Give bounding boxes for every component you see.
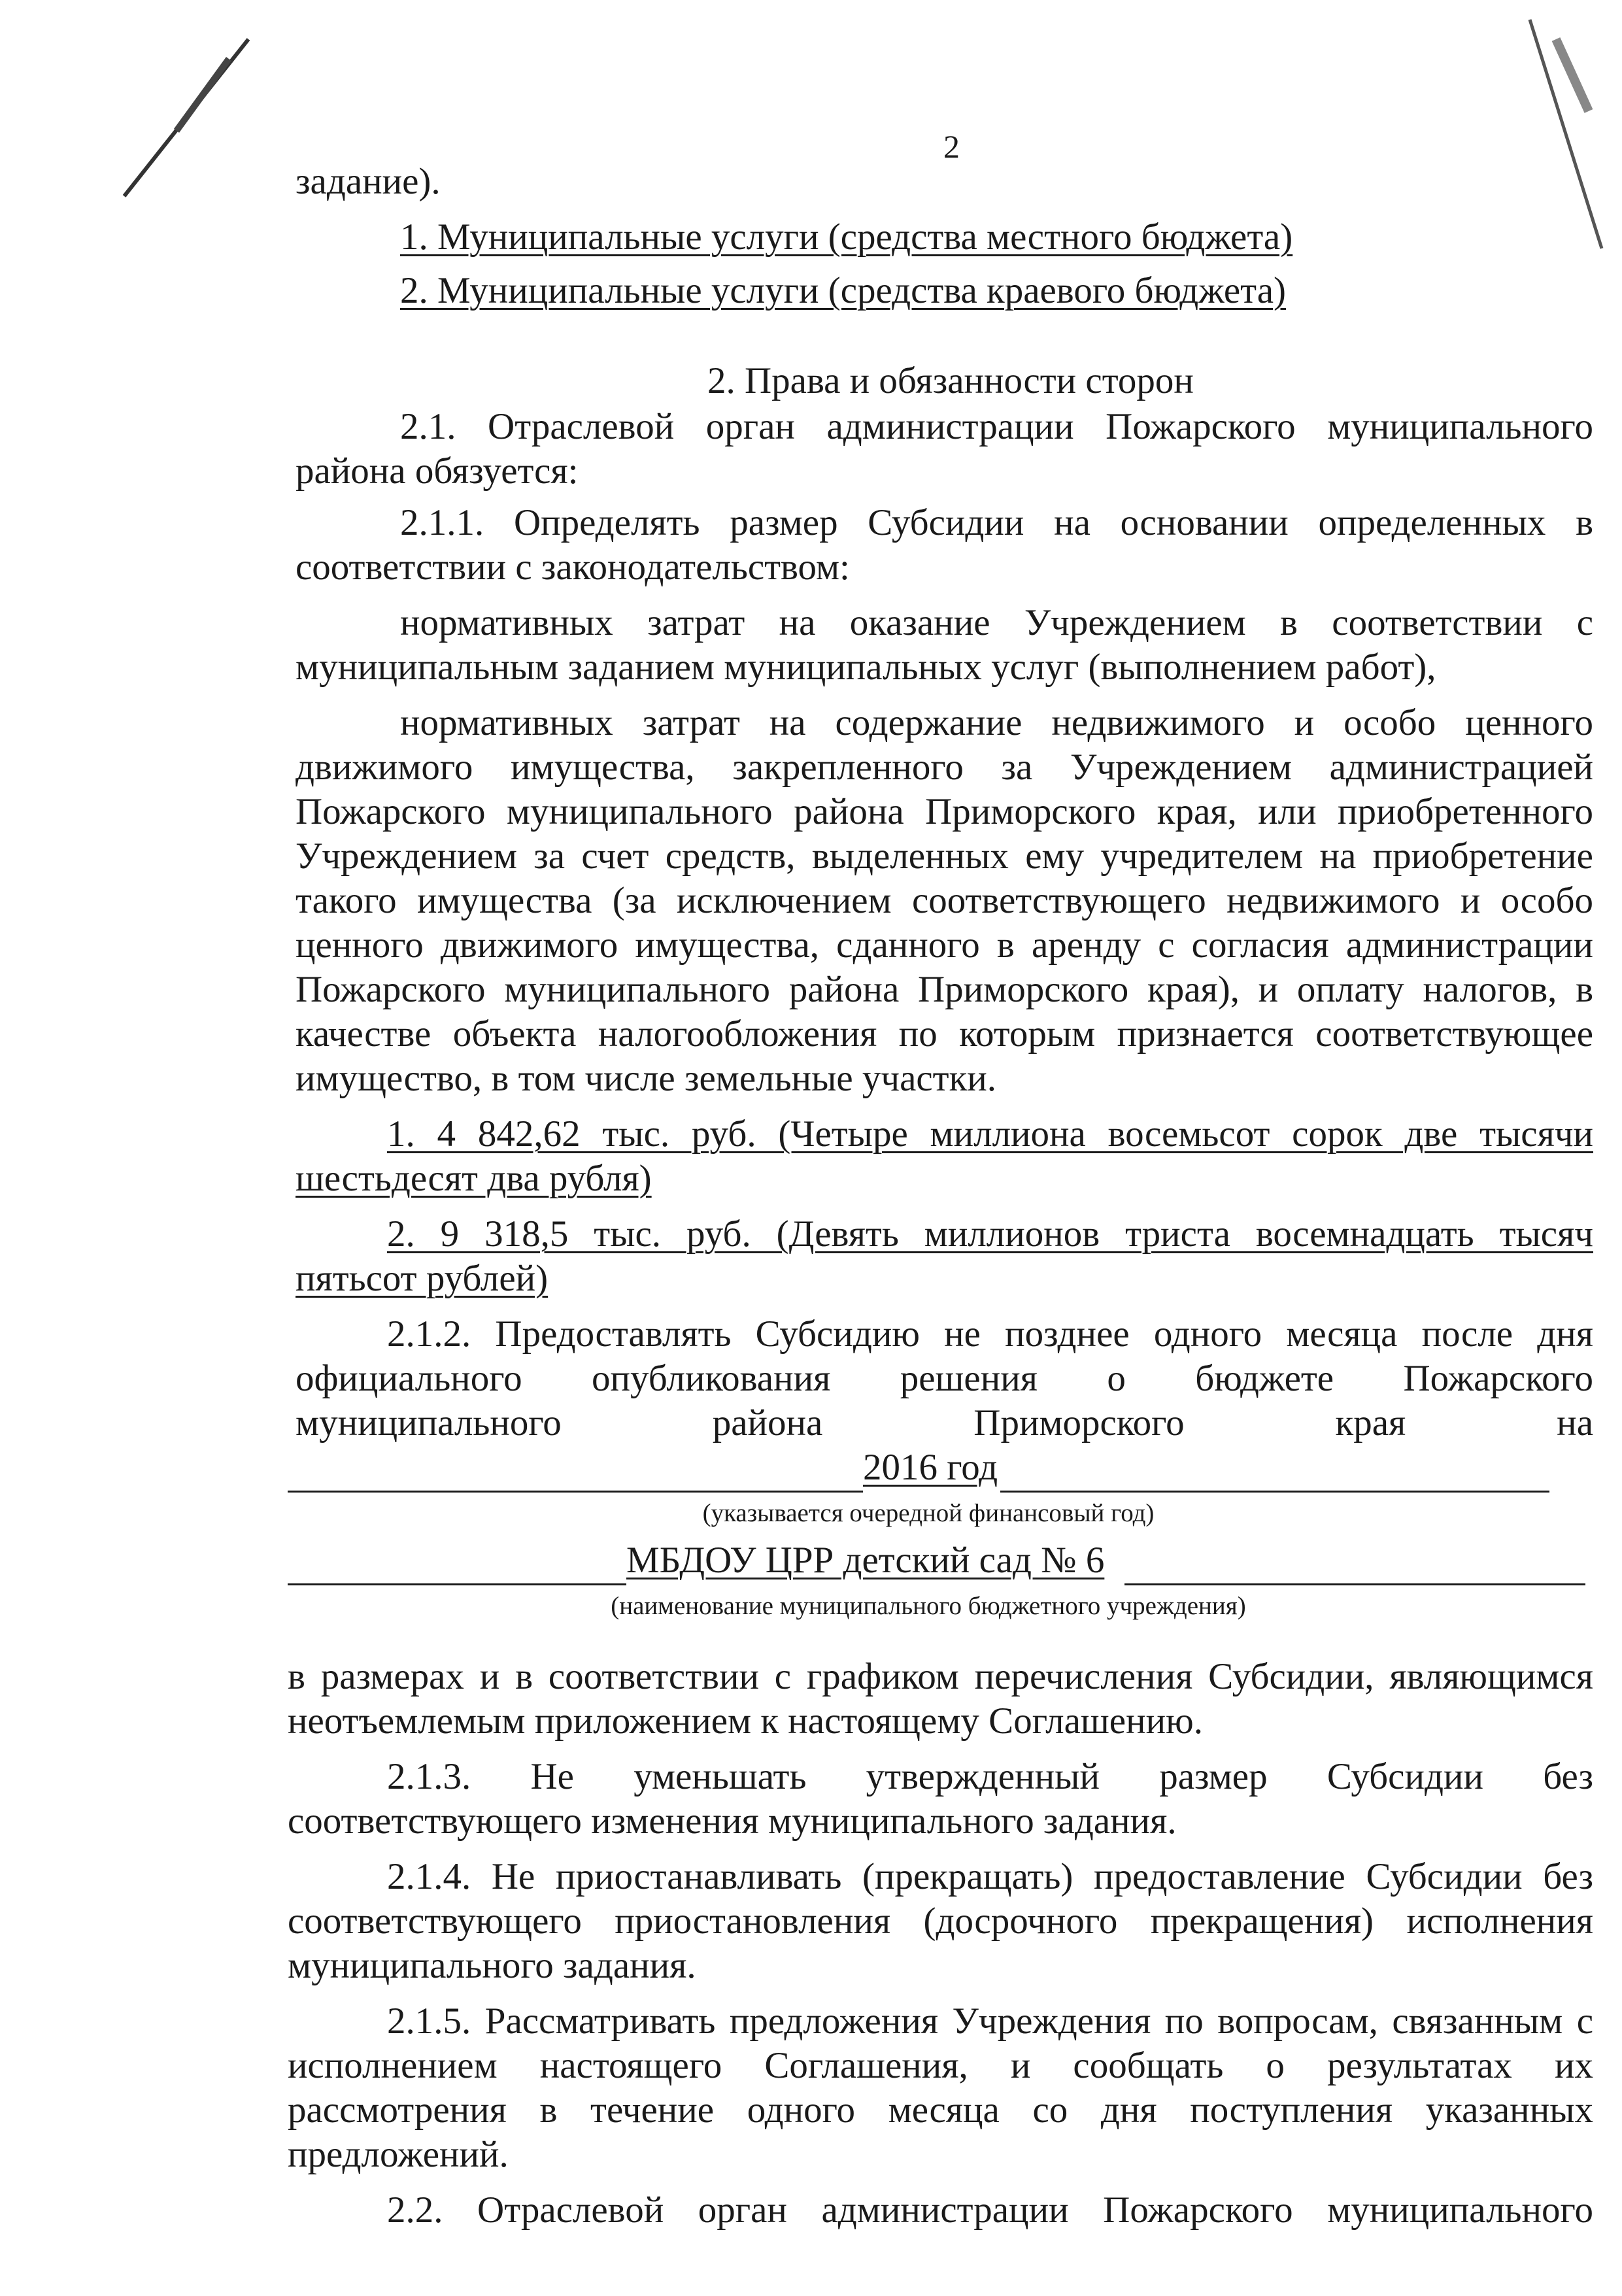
institution-underline-left — [288, 1538, 626, 1585]
scan-edge-mark-right — [1517, 13, 1615, 262]
local-budget-services: 1. Муниципальные услуги (средства местного бюджета) — [400, 216, 1293, 258]
text-line: движимого имущества, закрепленного за Учреждением администрацией — [296, 747, 1593, 788]
text-line: предложений. — [288, 2134, 509, 2175]
text-line: в размерах и в соответствии с графиком перечисления Субсидии, являющимся — [288, 1656, 1593, 1697]
text-line: рассмотрения в течение одного месяца со дня поступления указанных — [288, 2089, 1593, 2131]
text-line: качестве объекта налогообложения по которым признается соответствующее — [296, 1013, 1593, 1055]
subsidy-amount-1: 1. 4 842,62 тыс. руб. (Четыре миллиона восемьсот сорок две тысячи — [387, 1113, 1593, 1155]
text-line: задание). — [296, 161, 441, 202]
year-underline-left — [288, 1445, 863, 1493]
institution-name: МБДОУ ЦРР детский сад № 6 — [626, 1540, 1105, 1581]
text-line: 2.1.5. Рассматривать предложения Учреждения по вопросам, связанным с — [387, 2001, 1593, 2042]
text-line: имущество, в том числе земельные участки. — [296, 1058, 997, 1099]
year-underline-right — [1000, 1445, 1549, 1493]
text-line: 2.1. Отраслевой орган администрации Пожарского муниципального — [400, 406, 1593, 447]
text-line: Учреждением за счет средств, выделенных ему учредителем на приобретение — [296, 836, 1593, 877]
text-line: ценного движимого имущества, сданного в аренду с согласия администрации — [296, 924, 1593, 966]
text-line: 2.2. Отраслевой орган администрации Пожарского муниципального — [387, 2189, 1593, 2231]
page-number: 2 — [943, 128, 960, 165]
scan-edge-mark-left — [98, 33, 281, 203]
text-line: района обязуется: — [296, 450, 579, 492]
text-line: 2.1.1. Определять размер Субсидии на основании определенных в — [400, 502, 1593, 543]
text-line: Пожарского муниципального района Приморского края), и оплату налогов, в — [296, 969, 1593, 1010]
text-line: 2.1.2. Предоставлять Субсидию не позднее одного месяца после дня — [387, 1313, 1593, 1355]
text-line: 2.1.4. Не приостанавливать (прекращать) предоставление Субсидии без — [387, 1856, 1593, 1897]
institution-caption: (наименование муниципального бюджетного учреждения) — [611, 1592, 1246, 1620]
text-line: официального опубликования решения о бюджете Пожарского — [296, 1358, 1593, 1399]
text-line: 2.1.3. Не уменьшать утвержденный размер Субсидии без — [387, 1756, 1593, 1797]
text-line: соответствующего приостановления (досрочного прекращения) исполнения — [288, 1900, 1593, 1942]
text-line: такого имущества (за исключением соответствующего недвижимого и особо — [296, 880, 1593, 921]
subsidy-amount-2-cont: пятьсот рублей) — [296, 1258, 549, 1299]
text-line: муниципального задания. — [288, 1945, 696, 1986]
fiscal-year-caption: (указывается очередной финансовый год) — [702, 1499, 1155, 1527]
section-heading: 2. Права и обязанности сторон — [707, 360, 1194, 401]
text-line: соответствующего изменения муниципального задания. — [288, 1800, 1177, 1842]
text-line: неотъемлемым приложением к настоящему Соглашению. — [288, 1700, 1203, 1742]
text-line: Пожарского муниципального района Приморского края, или приобретенного — [296, 791, 1593, 832]
text-line: нормативных затрат на содержание недвижимого и особо ценного — [400, 702, 1593, 743]
institution-underline-right — [1124, 1538, 1585, 1585]
text-line: соответствии с законодательством: — [296, 547, 850, 588]
text-line: нормативных затрат на оказание Учреждением в соответствии с — [400, 602, 1593, 643]
text-line: муниципального района Приморского края на — [296, 1402, 1593, 1443]
fiscal-year: 2016 год — [863, 1447, 998, 1488]
text-line: исполнением настоящего Соглашения, и сообщать о результатах их — [288, 2045, 1593, 2086]
regional-budget-services: 2. Муниципальные услуги (средства краевого бюджета) — [400, 270, 1287, 311]
subsidy-amount-2: 2. 9 318,5 тыс. руб. (Девять миллионов триста восемнадцать тысяч — [387, 1213, 1593, 1255]
subsidy-amount-1-cont: шестьдесят два рубля) — [296, 1158, 652, 1199]
text-line: муниципальным заданием муниципальных услуг (выполнением работ), — [296, 647, 1436, 688]
